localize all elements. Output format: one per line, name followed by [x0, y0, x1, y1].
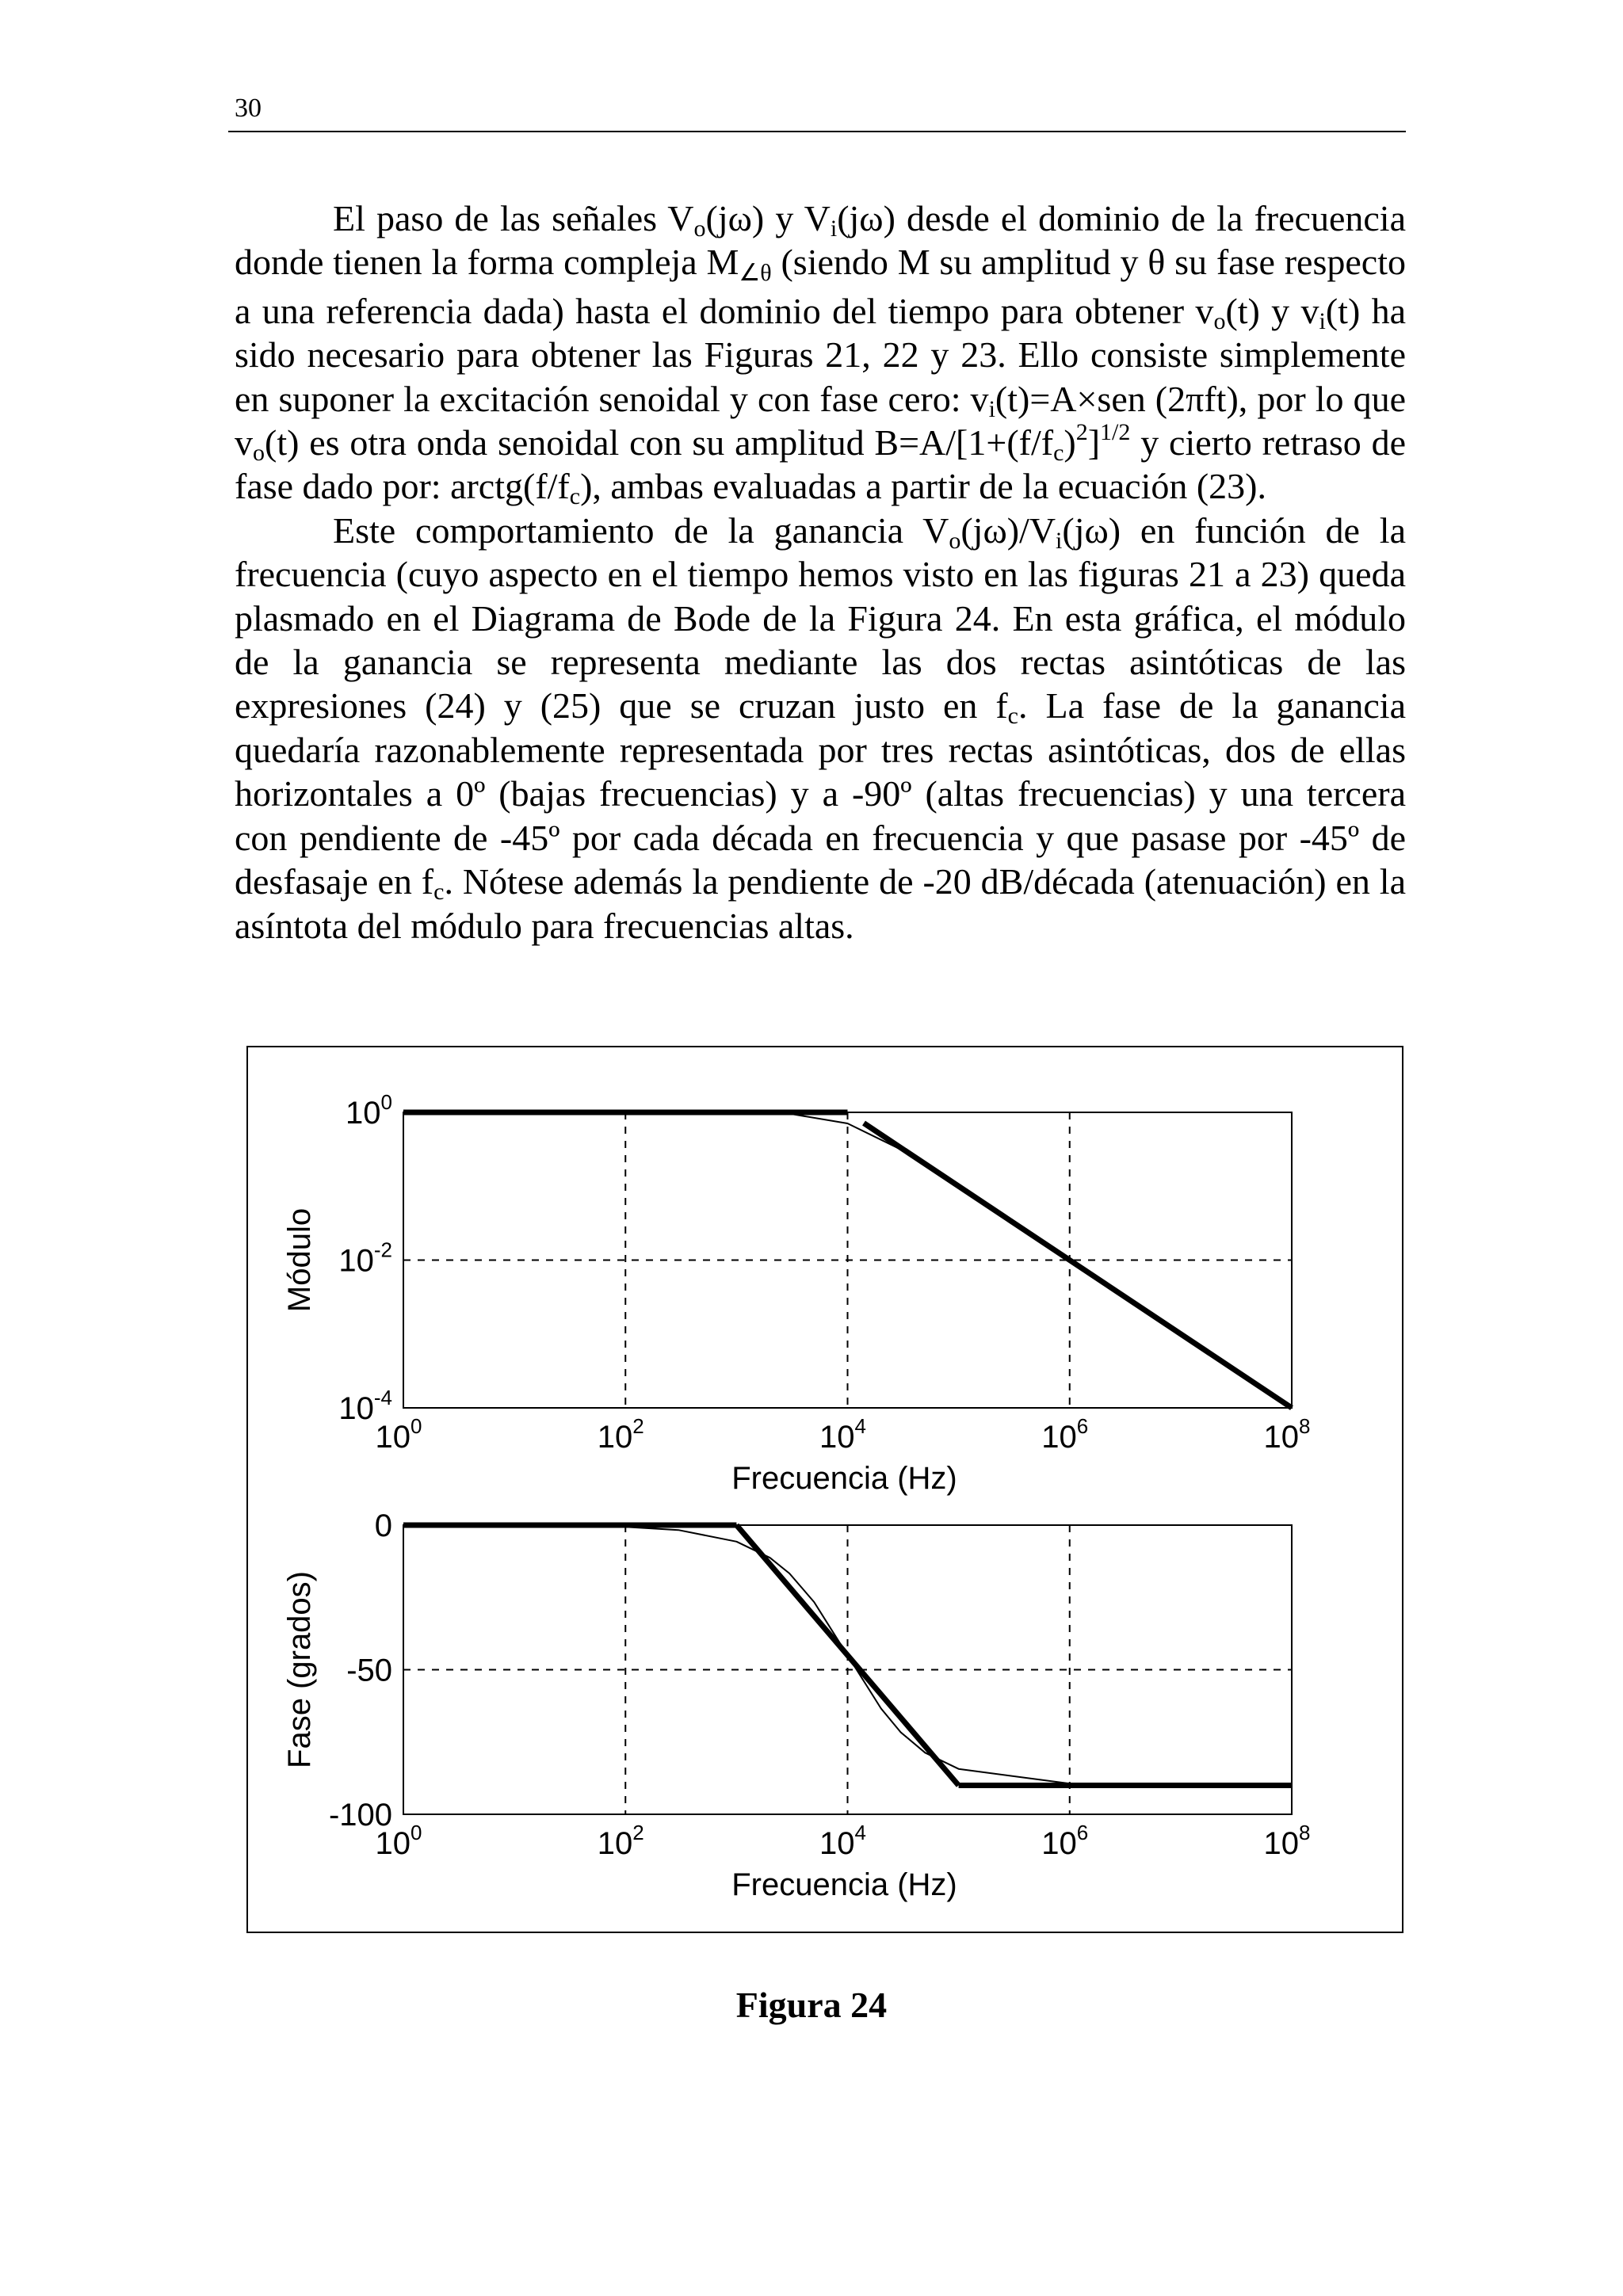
text-span: y cierto retraso de fase dado por: arctg(f/f: [235, 422, 1406, 507]
text-span: ): [1064, 422, 1076, 463]
panel2-x-tick-label: $10^8$: [1263, 1821, 1311, 1861]
subscript: o: [693, 215, 706, 242]
subscript: i: [1319, 307, 1326, 334]
text-span: . Nótese además la pendiente de -20 dB/década (atenuación) en la asíntota del módulo para frecuencias altas.: [235, 861, 1406, 946]
text-span: (t) ha sido necesario para obtener las Figuras 21, 22 y 23. Ello consiste simplemente en suponer la excitación senoidal y con fase cero: v: [235, 290, 1406, 419]
text-span: (jω) desde el dominio de la frecuencia donde tienen la forma compleja M: [235, 198, 1406, 283]
subscript: i: [830, 215, 838, 242]
body-text: [235, 196, 1406, 948]
text-span: ]: [1087, 422, 1101, 463]
text-span: (jω) y V: [705, 198, 831, 238]
text-span: El paso de las señales V: [333, 198, 694, 238]
header-rule: [228, 131, 1406, 132]
subscript: i: [1056, 527, 1063, 554]
figure-caption: Figura 24: [735, 1985, 888, 2025]
subscript: c: [1053, 440, 1064, 467]
text-span: (t)=A×sen (2πft), por lo que v: [235, 378, 1406, 463]
panel2-asymptote-line-3: [736, 1525, 958, 1786]
subscript: c: [433, 879, 445, 906]
panel2-y-tick-label: -100: [328, 1798, 392, 1833]
panel1-y-tick-label: $10^0$: [346, 1090, 392, 1131]
text-span: (jω) en función de la frecuencia (cuyo aspecto en el tiempo hemos visto en las figuras 21 a 23) queda plasmado en el Diagrama de Bode de la Figura 24. En esta gráfica, el módulo de la ganancia se representa mediante las dos rectas asintóticas de las expresiones (24) y (25) que se cruzan justo en f: [235, 509, 1406, 727]
panel1-asymptote-line-3: [864, 1123, 1292, 1408]
subscript: c: [1007, 703, 1018, 730]
paragraph-1: [235, 196, 1406, 509]
text-span: . La fase de la ganancia quedaría razonablemente representada por tres rectas asintóticas, dos de ellas horizontales a 0º (bajas frecuencias) y a -90º (altas frecuencias) y una tercera con pendiente de -45º por cada década en frecuencia y que pasase por -45º de desfasaje en f: [235, 685, 1406, 902]
panel2-x-tick-label: $10^0$: [375, 1821, 422, 1861]
paragraph-2: [235, 509, 1406, 948]
panel2-x-tick-label: $10^4$: [819, 1821, 866, 1861]
panel1-x-tick-label: $10^8$: [1263, 1414, 1311, 1455]
text-span: (t) y v: [1225, 290, 1319, 331]
text-span: (jω)/V: [960, 509, 1056, 551]
text-span: Este comportamiento de la ganancia V: [333, 509, 949, 551]
subscript: o: [1213, 307, 1226, 334]
superscript: 2: [1075, 419, 1088, 446]
angle-subscript: ∠θ: [739, 260, 772, 287]
panel1-y-axis-label: Módulo: [282, 1207, 317, 1313]
subscript: i: [988, 395, 995, 422]
panel2-y-axis-label: Fase (grados): [282, 1571, 317, 1768]
panel2-x-axis-label: Frecuencia (Hz): [731, 1867, 957, 1902]
panel2-y-tick-label: -50: [346, 1653, 392, 1688]
panel1-y-tick-label: $10^{-4}$: [338, 1386, 392, 1426]
figure-frame: [246, 1046, 1403, 1933]
panel1-x-axis-label: Frecuencia (Hz): [731, 1461, 957, 1496]
subscript: o: [253, 440, 265, 467]
text-span: ), ambas evaluadas a partir de la ecuación (23).: [580, 466, 1266, 507]
panel1-x-tick-label: $10^4$: [819, 1414, 866, 1455]
panel2-y-tick-label: 0: [374, 1508, 392, 1543]
panel1-x-tick-label: $10^0$: [375, 1414, 422, 1455]
text-span: (t) es otra onda senoidal con su amplitud B=A/[1+(f/f: [265, 422, 1054, 463]
panel1-x-tick-label: $10^6$: [1041, 1414, 1089, 1455]
page-number: 30: [235, 93, 262, 123]
subscript: c: [569, 483, 581, 510]
panel2-x-tick-label: $10^2$: [597, 1821, 644, 1861]
panel1-y-tick-label: $10^{-2}$: [338, 1238, 392, 1279]
subscript: o: [949, 527, 961, 554]
panel1-x-tick-label: $10^2$: [597, 1414, 644, 1455]
panel2-x-tick-label: $10^6$: [1041, 1821, 1089, 1861]
text-span: (siendo M su amplitud y θ su fase respecto a una referencia dada) hasta el dominio del tiempo para obtener v: [235, 242, 1406, 331]
bode-diagram: [248, 1047, 1402, 1932]
superscript: 1/2: [1100, 419, 1131, 446]
